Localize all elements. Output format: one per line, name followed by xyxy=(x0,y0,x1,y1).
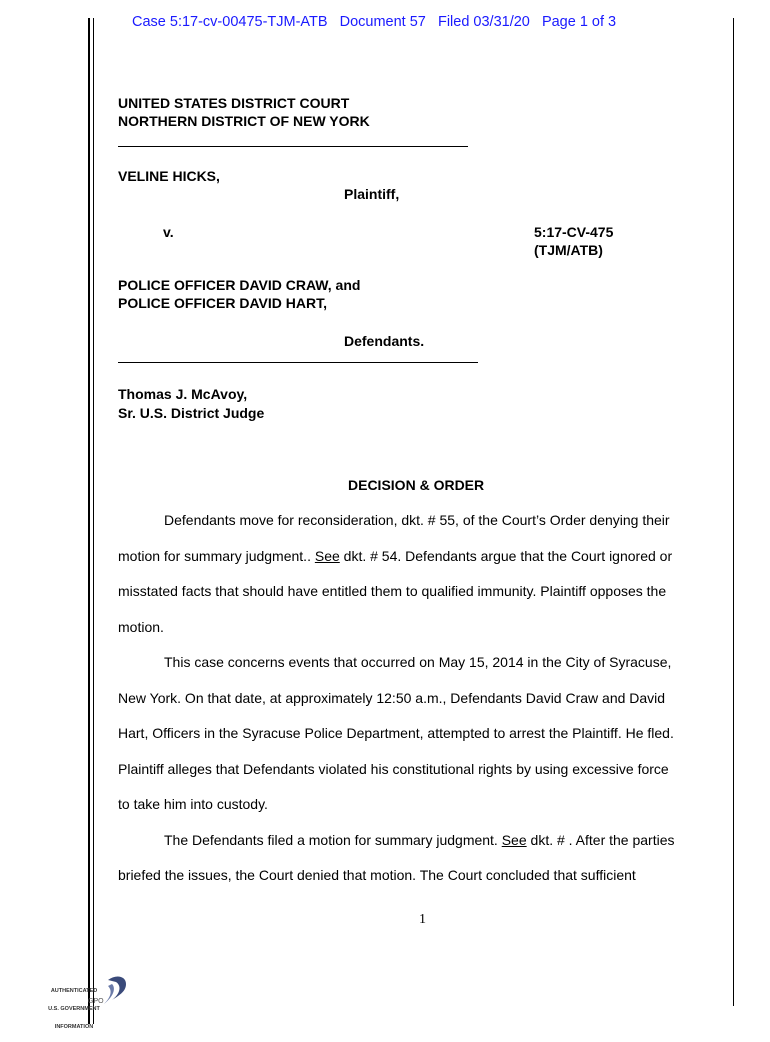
plaintiff-role: Plaintiff, xyxy=(344,186,400,202)
gpo-authentication-seal xyxy=(42,970,132,1030)
judge-name: Thomas J. McAvoy, xyxy=(118,386,248,402)
page-number: 1 xyxy=(419,912,426,927)
body-text xyxy=(118,503,733,894)
defendants-line2: POLICE OFFICER DAVID HART, xyxy=(118,295,327,311)
left-margin-bar xyxy=(88,18,90,1024)
body-line: briefed the issues, the Court denied that motion. The Court concluded that sufficient xyxy=(118,867,636,883)
gpo-label: GPO xyxy=(88,998,104,1005)
body-line: New York. On that date, at approximately 12:50 a.m., Defendants David Craw and David xyxy=(118,689,666,706)
caption-rule-bottom xyxy=(118,362,478,363)
see-signal: See xyxy=(314,547,340,564)
defendants-role: Defendants. xyxy=(344,333,425,349)
seal-line: AUTHENTICATED xyxy=(50,988,98,994)
body-line: Hart, Officers in the Syracuse Police Department, attempted to arrest the Plaintiff. He fled. xyxy=(118,725,674,741)
judge-title: Sr. U.S. District Judge xyxy=(118,405,265,421)
defendants-line1: POLICE OFFICER DAVID CRAW, and xyxy=(118,277,361,293)
body-line: to take him into custody. xyxy=(118,796,268,812)
see-signal: See xyxy=(501,831,527,848)
left-margin-bar-thin xyxy=(93,18,94,1024)
right-margin-bar xyxy=(733,18,734,1006)
body-line: motion. xyxy=(118,618,164,635)
seal-line: INFORMATION xyxy=(54,1024,94,1030)
case-number-line1: 5:17-CV-475 xyxy=(534,224,614,240)
ecf-header-stamp: Case 5:17-cv-00475-TJM-ATB Document 57 Filed 03/31/20 Page 1 of 3 xyxy=(132,14,617,30)
body-line: motion for summary judgment.. See dkt. # 54. Defendants argue that the Court ignored or xyxy=(118,547,673,564)
case-number-line2: (TJM/ATB) xyxy=(534,242,603,258)
caption-rule-top xyxy=(118,146,468,147)
body-line: misstated facts that should have entitled them to qualified immunity. Plaintiff opposes the xyxy=(118,583,667,599)
body-line: The Defendants filed a motion for summary judgment. See dkt. # . After the parties xyxy=(164,831,675,848)
plaintiff-name: VELINE HICKS, xyxy=(118,168,220,184)
seal-line: U.S. GOVERNMENT xyxy=(48,1006,100,1012)
body-line: Defendants move for reconsideration, dkt. # 55, of the Court’s Order denying their xyxy=(164,512,670,528)
versus: v. xyxy=(163,224,174,240)
body-line: Plaintiff alleges that Defendants violated his constitutional rights by using excessive force xyxy=(118,760,669,777)
document-title: DECISION & ORDER xyxy=(348,477,485,493)
body-line: This case concerns events that occurred on May 15, 2014 in the City of Syracuse, xyxy=(164,654,672,670)
court-name-line1: UNITED STATES DISTRICT COURT xyxy=(118,95,350,111)
court-name-line2: NORTHERN DISTRICT OF NEW YORK xyxy=(118,113,370,129)
